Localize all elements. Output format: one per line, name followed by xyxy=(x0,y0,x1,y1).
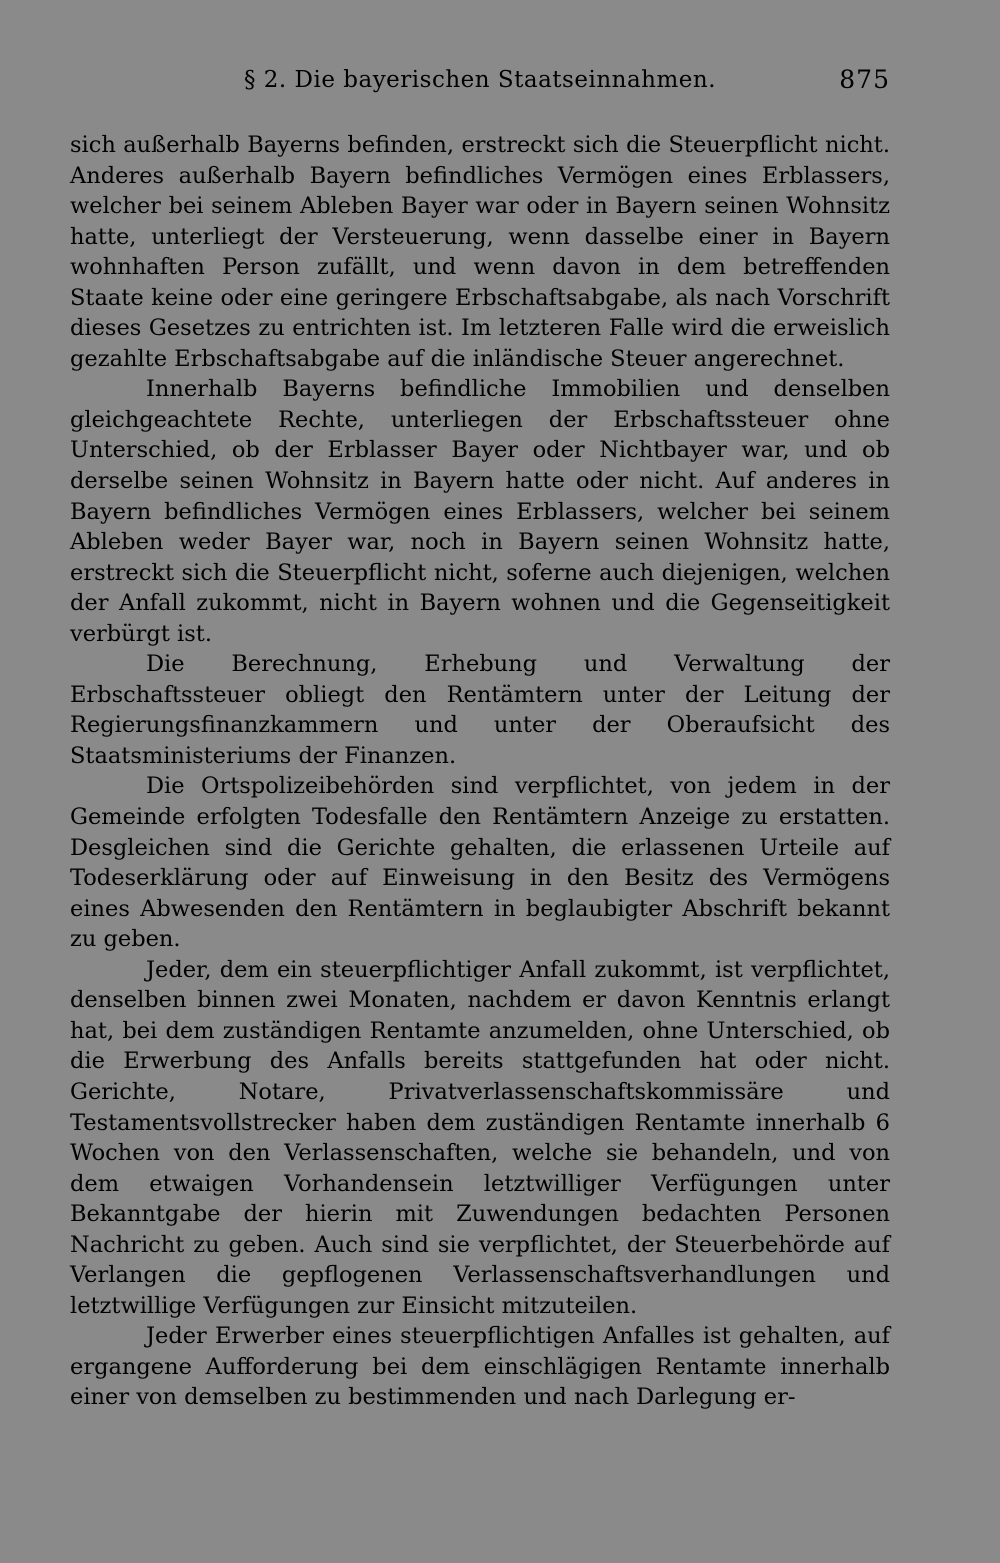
paragraph: Die Ortspolizeibehörden sind verpflichtet, von jedem in der Gemeinde erfolgten Todesfalle den Rentämtern Anzeige zu erstatten. Desgleichen sind die Gerichte gehalten, die erlassenen Urteile auf Todeserklärung oder auf Einweisung in den Besitz des Vermögens eines Abwesenden den Rentämtern in beglaubigter Abschrift bekannt zu geben. xyxy=(70,773,890,953)
page-body xyxy=(70,130,890,1413)
running-header xyxy=(70,62,890,102)
paragraph: Jeder, dem ein steuerpflichtiger Anfall zukommt, ist verpflichtet, denselben binnen zwei Monaten, nachdem er davon Kenntnis erlangt hat, bei dem zuständigen Rentamte anzumelden, ohne Unterschied, ob die Erwerbung des Anfalls bereits stattgefunden hat oder nicht. Gerichte, Notare, Privatverlassenschaftskommissäre und Testamentsvollstrecker haben dem zuständigen Rentamte innerhalb 6 Wochen von den Verlassenschaften, welche sie behandeln, und von dem etwaigen Vorhandensein letztwilliger Verfügungen unter Bekanntgabe der hierin mit Zuwendungen bedachten Personen Nachricht zu geben. Auch sind sie verpflichtet, der Steuerbehörde auf Verlangen die gepflogenen Verlassenschaftsverhandlungen und letztwillige Verfügungen zur Einsicht mitzuteilen. xyxy=(70,956,890,1319)
running-title: § 2. Die bayerischen Staatseinnahmen. xyxy=(243,67,717,93)
paragraph: Jeder Erwerber eines steuerpflichtigen Anfalles ist gehalten, auf ergangene Aufforderung bei dem einschlägigen Rentamte innerhalb einer von demselben zu bestimmenden und nach Darlegung er- xyxy=(70,1323,890,1411)
paragraph: Die Berechnung, Erhebung und Verwaltung der Erbschaftssteuer obliegt den Rentämtern unter der Leitung der Regierungsfinanzkammern und unter der Oberaufsicht des Staatsministeriums der Finanzen. xyxy=(70,651,890,769)
paragraph: Innerhalb Bayerns befindliche Immobilien und denselben gleichgeachtete Rechte, unterliegen der Erbschaftssteuer ohne Unterschied, ob der Erblasser Bayer oder Nichtbayer war, und ob derselbe seinen Wohnsitz in Bayern hatte oder nicht. Auf anderes in Bayern befindliches Vermögen eines Erblassers, welcher bei seinem Ableben weder Bayer war, noch in Bayern seinen Wohnsitz hatte, erstreckt sich die Steuerpflicht nicht, soferne auch diejenigen, welchen der Anfall zukommt, nicht in Bayern wohnen und die Gegenseitigkeit verbürgt ist. xyxy=(70,376,890,647)
page-number: 875 xyxy=(839,65,890,94)
paragraph-continuation: sich außerhalb Bayerns befinden, erstreckt sich die Steuerpflicht nicht. Anderes außerhalb Bayern befindliches Vermögen eines Erblassers, welcher bei seinem Ableben Bayer war oder in Bayern seinen Wohnsitz hatte, unterliegt der Versteuerung, wenn dasselbe einer in Bayern wohnhaften Person zufällt, und wenn davon in dem betreffenden Staate keine oder eine geringere Erbschaftsabgabe, als nach Vorschrift dieses Gesetzes zu entrichten ist. Im letzteren Falle wird die erweislich gezahlte Erbschaftsabgabe auf die inländische Steuer angerechnet. xyxy=(70,132,890,372)
